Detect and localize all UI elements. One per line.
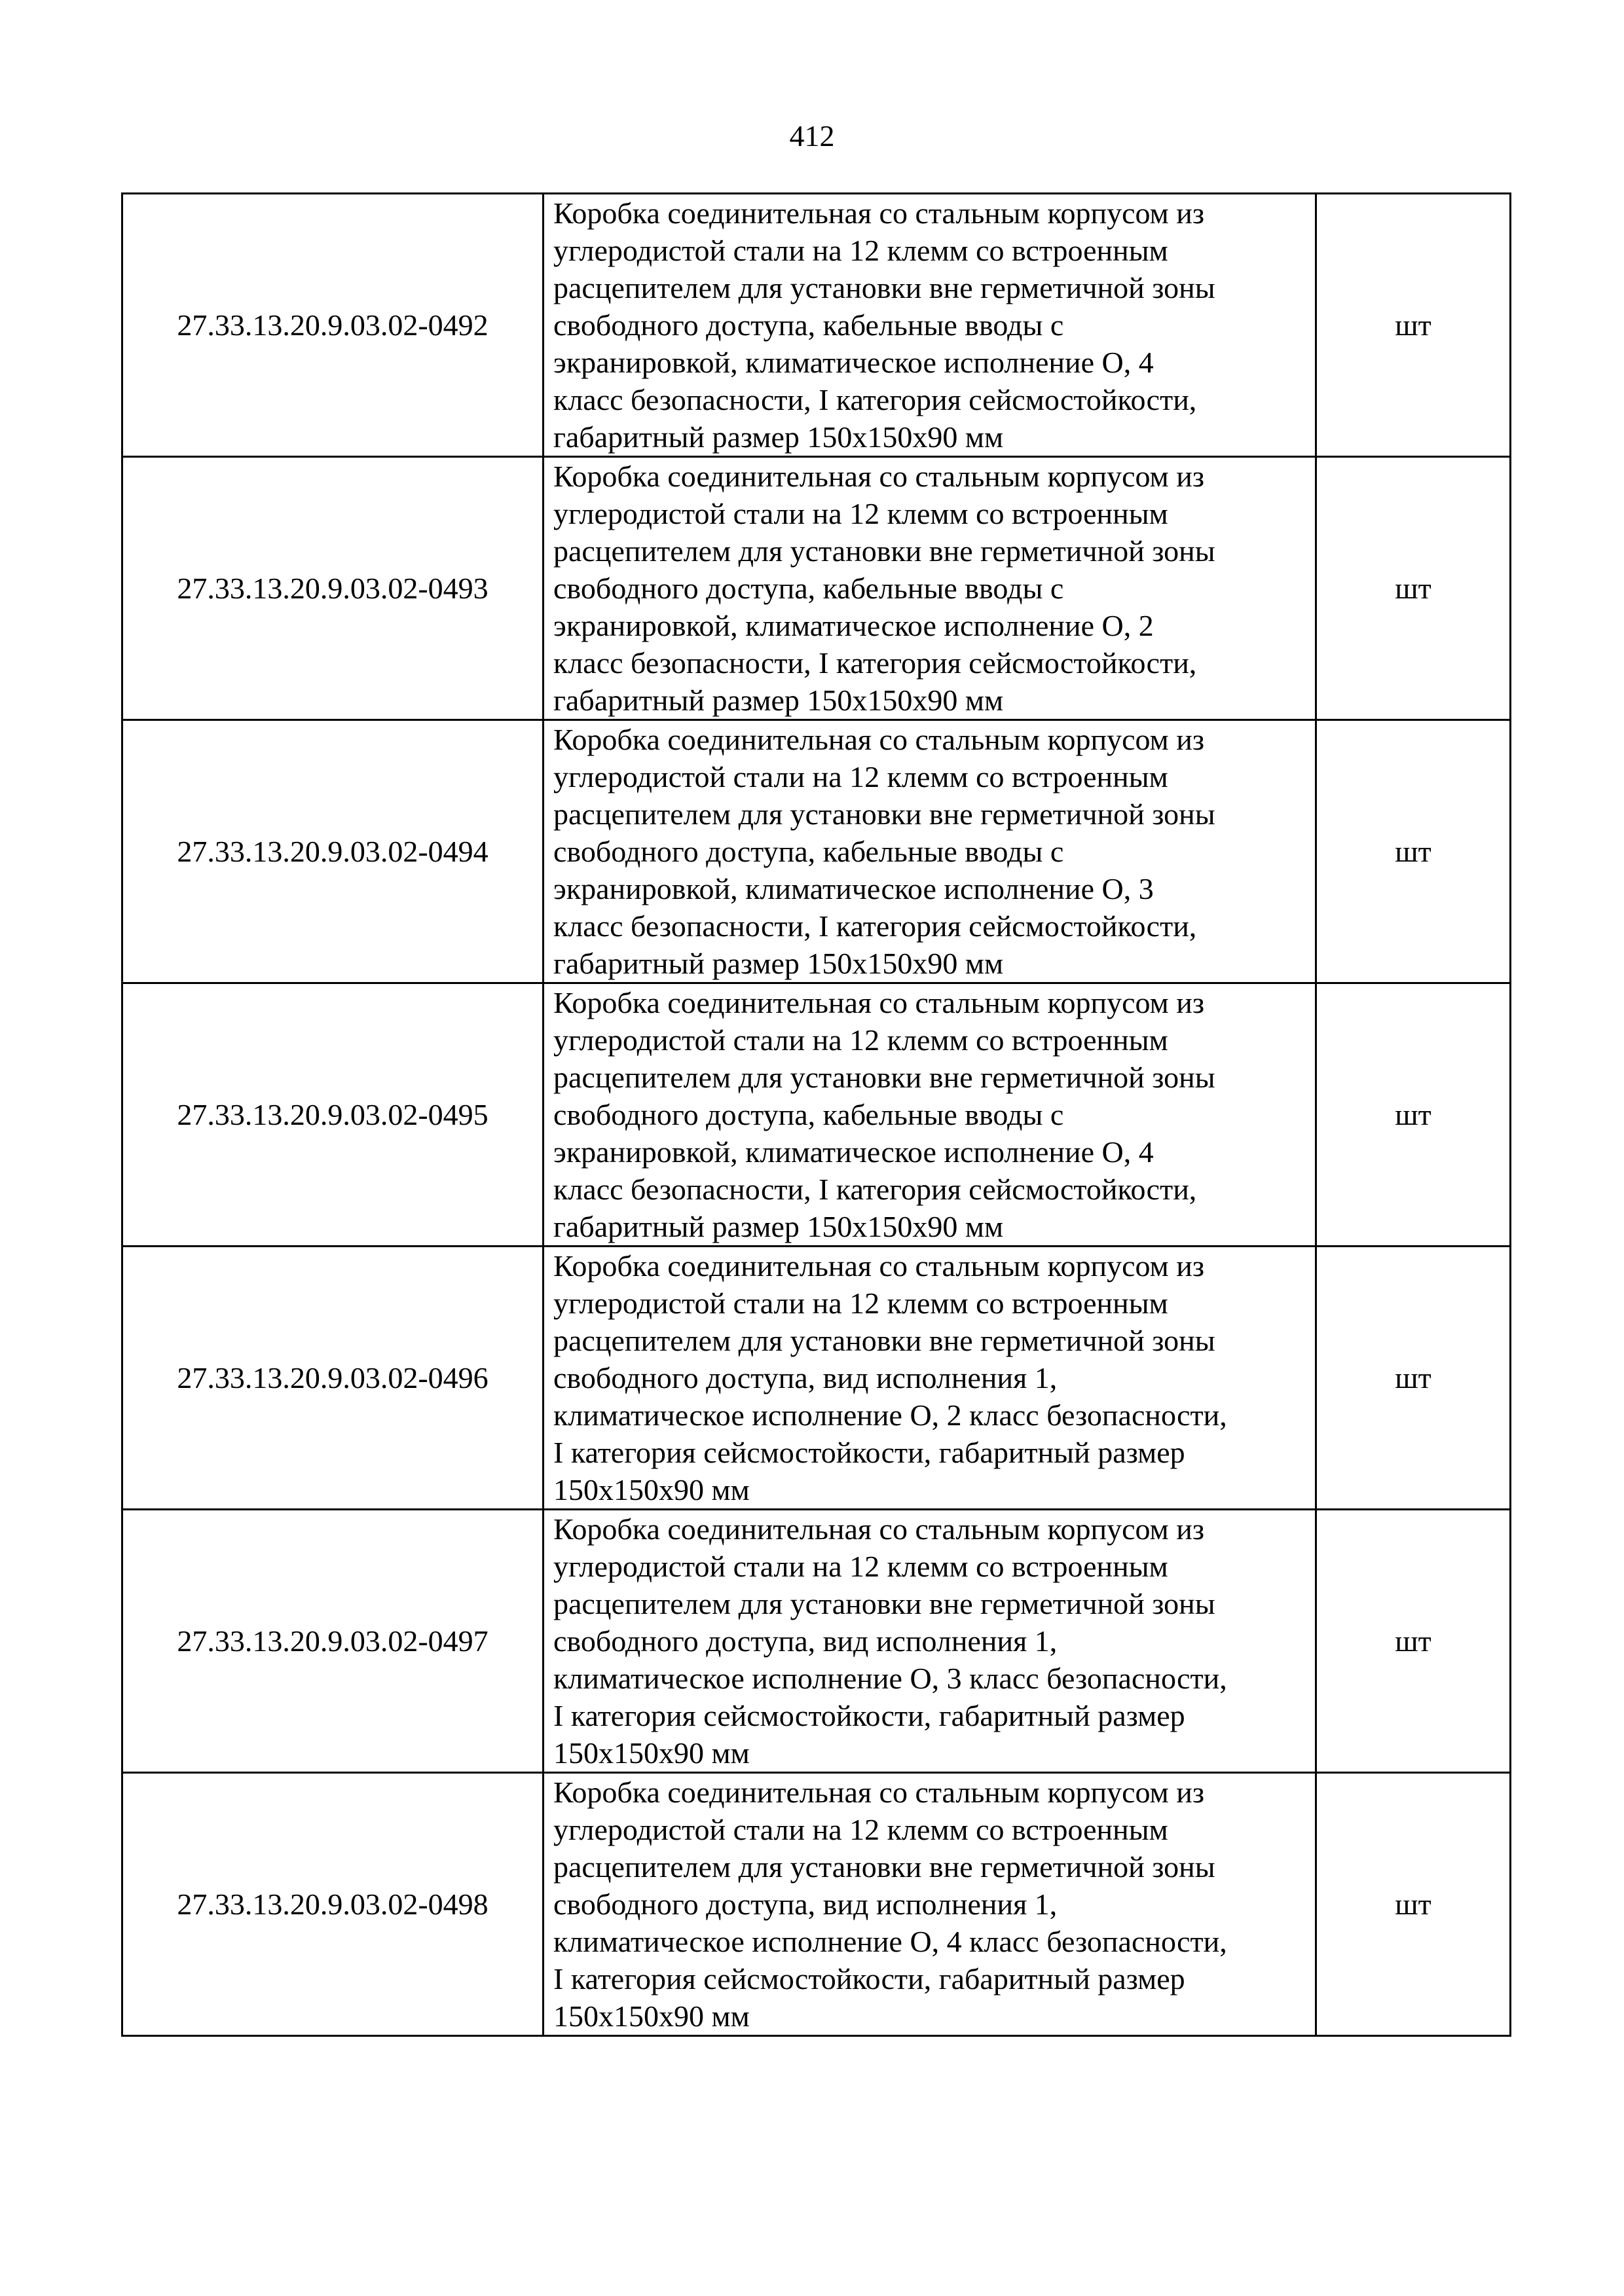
- description-line: углеродистой стали на 12 клемм со встроенным: [553, 1550, 1168, 1583]
- description-line: расцепителем для установки вне герметичной зоны: [553, 1061, 1215, 1094]
- description-line: I категория сейсмостойкости, габаритный размер: [553, 1962, 1185, 1995]
- description-line: свободного доступа, вид исполнения 1,: [553, 1624, 1058, 1658]
- items-table: [121, 192, 1511, 2037]
- description-line: расцепителем для установки вне герметичной зоны: [553, 534, 1215, 568]
- description-line: Коробка соединительная со стальным корпусом из: [553, 460, 1205, 493]
- item-description: [544, 983, 1316, 1247]
- table-row: [122, 457, 1511, 720]
- item-description: [544, 1773, 1316, 2036]
- item-unit: шт: [1316, 720, 1511, 983]
- item-code: 27.33.13.20.9.03.02-0497: [122, 1510, 544, 1773]
- description-line: углеродистой стали на 12 клемм со встроенным: [553, 497, 1168, 530]
- description-line: углеродистой стали на 12 клемм со встроенным: [553, 1023, 1168, 1057]
- description-line: экранировкой, климатическое исполнение О, 4: [553, 346, 1154, 379]
- description-line: габаритный размер 150х150х90 мм: [553, 683, 1004, 717]
- description-line: углеродистой стали на 12 клемм со встроенным: [553, 760, 1168, 793]
- description-line: габаритный размер 150х150х90 мм: [553, 1210, 1004, 1243]
- item-unit: шт: [1316, 457, 1511, 720]
- description-line: свободного доступа, вид исполнения 1,: [553, 1887, 1058, 1921]
- description-line: 150х150х90 мм: [553, 1736, 750, 1770]
- table-row: [122, 194, 1511, 457]
- description-line: габаритный размер 150х150х90 мм: [553, 420, 1004, 454]
- description-line: Коробка соединительная со стальным корпусом из: [553, 1776, 1205, 1809]
- table-row: [122, 720, 1511, 983]
- page-number: 412: [789, 119, 835, 153]
- description-line: свободного доступа, кабельные вводы с: [553, 572, 1064, 605]
- item-description: [544, 1510, 1316, 1773]
- table-row: [122, 983, 1511, 1247]
- description-line: расцепителем для установки вне герметичной зоны: [553, 1587, 1215, 1620]
- description-line: класс безопасности, I категория сейсмостойкости,: [553, 909, 1197, 943]
- item-code: 27.33.13.20.9.03.02-0493: [122, 457, 544, 720]
- item-unit: шт: [1316, 1247, 1511, 1510]
- item-description: [544, 194, 1316, 457]
- description-line: Коробка соединительная со стальным корпусом из: [553, 196, 1205, 230]
- description-line: класс безопасности, I категория сейсмостойкости,: [553, 646, 1197, 680]
- description-line: расцепителем для установки вне герметичной зоны: [553, 797, 1215, 831]
- description-line: климатическое исполнение О, 4 класс безопасности,: [553, 1925, 1227, 1958]
- description-line: габаритный размер 150х150х90 мм: [553, 947, 1004, 980]
- description-line: Коробка соединительная со стальным корпусом из: [553, 723, 1205, 756]
- description-line: свободного доступа, кабельные вводы с: [553, 1098, 1064, 1131]
- description-line: 150х150х90 мм: [553, 1473, 750, 1506]
- item-code: 27.33.13.20.9.03.02-0498: [122, 1773, 544, 2036]
- description-line: Коробка соединительная со стальным корпусом из: [553, 986, 1205, 1019]
- item-unit: шт: [1316, 983, 1511, 1247]
- description-line: углеродистой стали на 12 клемм со встроенным: [553, 1286, 1168, 1320]
- description-line: экранировкой, климатическое исполнение О, 4: [553, 1135, 1154, 1169]
- item-code: 27.33.13.20.9.03.02-0494: [122, 720, 544, 983]
- item-code: 27.33.13.20.9.03.02-0492: [122, 194, 544, 457]
- description-line: класс безопасности, I категория сейсмостойкости,: [553, 1173, 1197, 1206]
- description-line: Коробка соединительная со стальным корпусом из: [553, 1512, 1205, 1546]
- description-line: Коробка соединительная со стальным корпусом из: [553, 1249, 1205, 1283]
- description-line: расцепителем для установки вне герметичной зоны: [553, 271, 1215, 304]
- table-row: [122, 1510, 1511, 1773]
- item-unit: шт: [1316, 1510, 1511, 1773]
- item-description: [544, 720, 1316, 983]
- description-line: расцепителем для установки вне герметичной зоны: [553, 1324, 1215, 1357]
- description-line: климатическое исполнение О, 3 класс безопасности,: [553, 1662, 1227, 1695]
- description-line: экранировкой, климатическое исполнение О, 2: [553, 609, 1154, 642]
- item-unit: шт: [1316, 194, 1511, 457]
- item-description: [544, 1247, 1316, 1510]
- items-table-body: [122, 194, 1511, 2036]
- description-line: углеродистой стали на 12 клемм со встроенным: [553, 1813, 1168, 1846]
- table-row: [122, 1773, 1511, 2036]
- description-line: I категория сейсмостойкости, габаритный размер: [553, 1699, 1185, 1732]
- item-code: 27.33.13.20.9.03.02-0496: [122, 1247, 544, 1510]
- description-line: экранировкой, климатическое исполнение О, 3: [553, 872, 1154, 905]
- description-line: I категория сейсмостойкости, габаритный размер: [553, 1436, 1185, 1469]
- description-line: расцепителем для установки вне герметичной зоны: [553, 1850, 1215, 1884]
- description-line: климатическое исполнение О, 2 класс безопасности,: [553, 1398, 1227, 1432]
- description-line: 150х150х90 мм: [553, 1999, 750, 2033]
- description-line: свободного доступа, кабельные вводы с: [553, 835, 1064, 868]
- description-line: свободного доступа, кабельные вводы с: [553, 308, 1064, 342]
- description-line: свободного доступа, вид исполнения 1,: [553, 1361, 1058, 1394]
- item-description: [544, 457, 1316, 720]
- description-line: класс безопасности, I категория сейсмостойкости,: [553, 383, 1197, 416]
- table-row: [122, 1247, 1511, 1510]
- item-unit: шт: [1316, 1773, 1511, 2036]
- item-code: 27.33.13.20.9.03.02-0495: [122, 983, 544, 1247]
- description-line: углеродистой стали на 12 клемм со встроенным: [553, 234, 1168, 267]
